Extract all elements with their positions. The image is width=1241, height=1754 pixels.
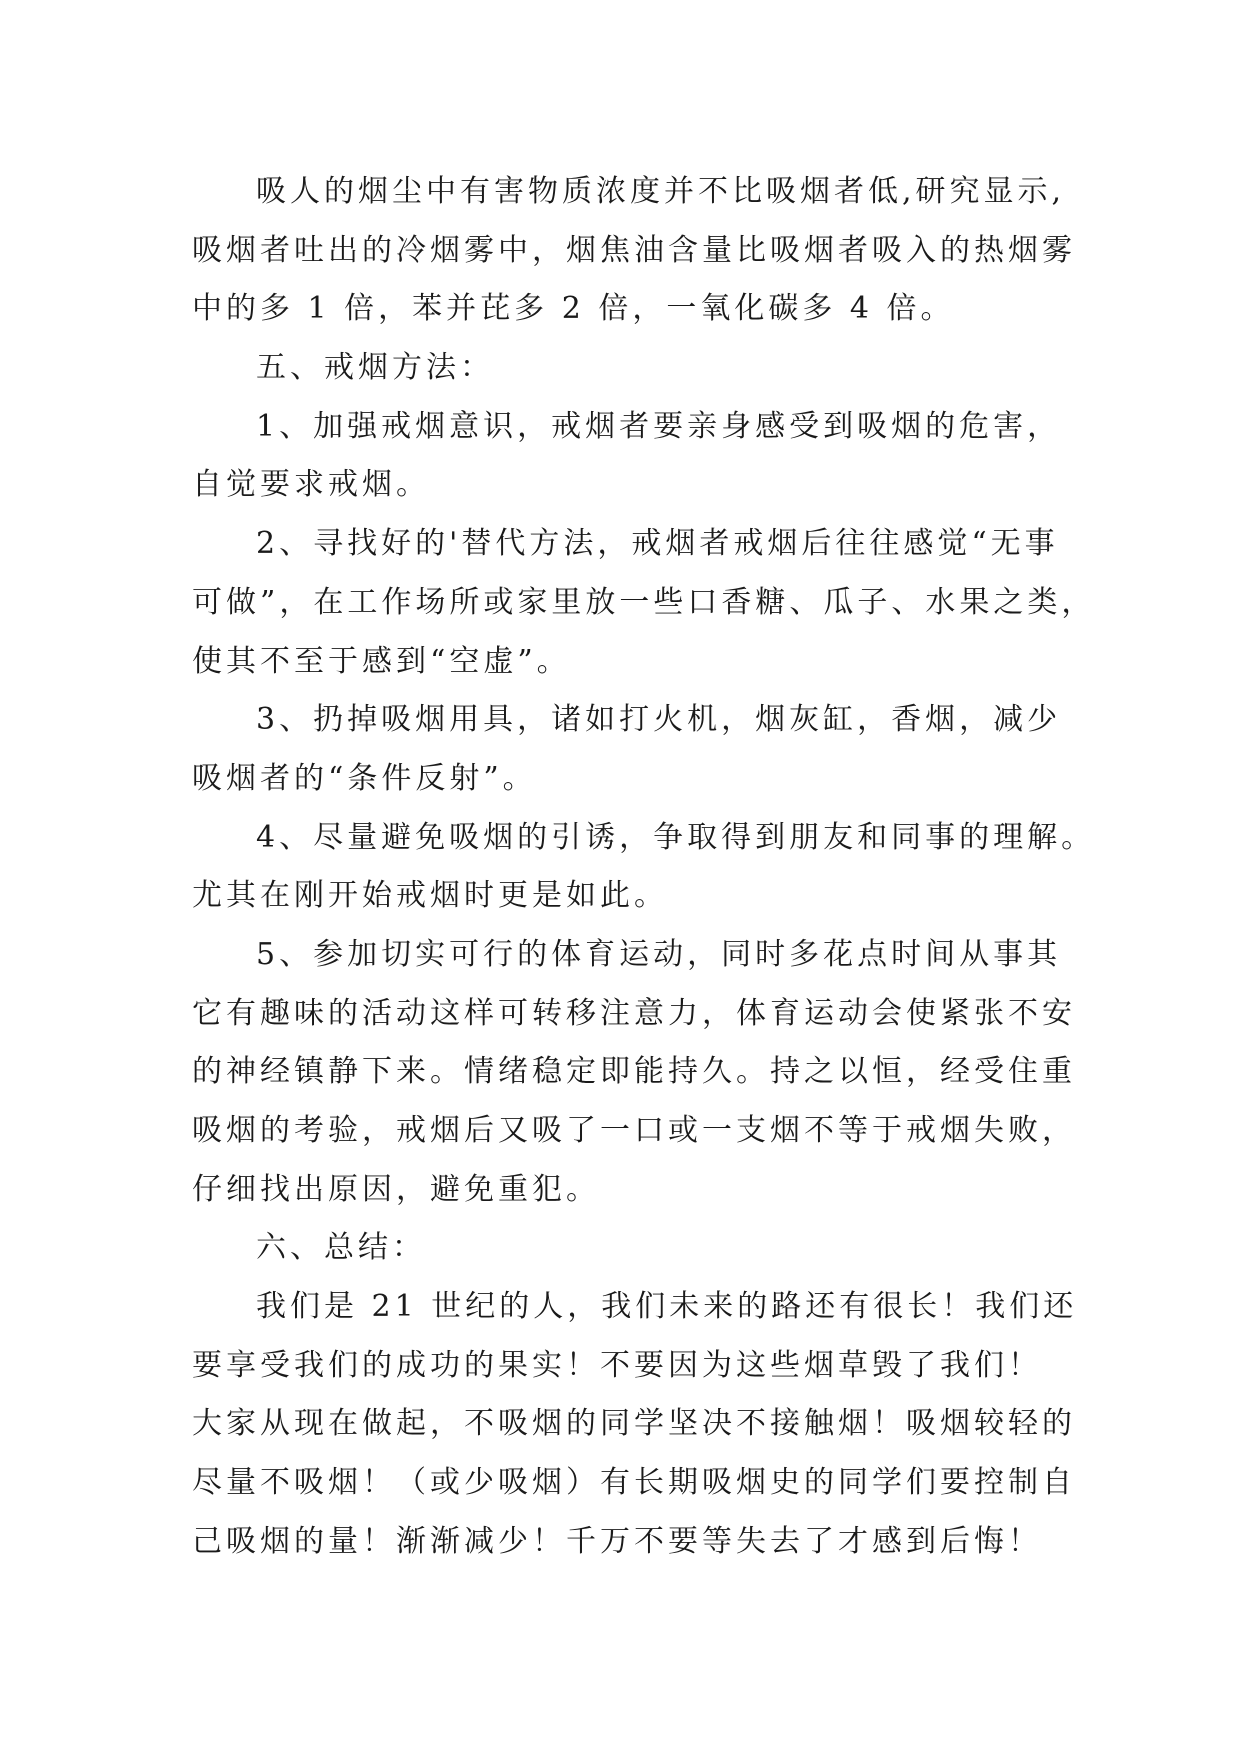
paragraph-line: 的神经镇静下来。情绪稳定即能持久。持之以恒，经受住重 [192, 1054, 1076, 1090]
paragraph-line: 使其不至于感到“空虚”。 [192, 643, 571, 679]
paragraph-line: 2、寻找好的'替代方法，戒烟者戒烟后往往感觉“无事 [256, 526, 1059, 562]
paragraph-line: 1、加强戒烟意识，戒烟者要亲身感受到吸烟的危害， [256, 408, 1062, 444]
paragraph-line: 仔细找出原因，避免重犯。 [192, 1171, 600, 1207]
document-body [192, 163, 1102, 1572]
paragraph-line: 尽量不吸烟！（或少吸烟）有长期吸烟史的同学们要控制自 [192, 1465, 1076, 1501]
paragraph-line: 吸烟者吐出的冷烟雾中，烟焦油含量比吸烟者吸入的热烟雾 [192, 232, 1076, 268]
paragraph-line: 吸烟者的“条件反射”。 [192, 760, 537, 796]
paragraph-line: 4、尽量避免吸烟的引诱，争取得到朋友和同事的理解。 [256, 819, 1096, 855]
paragraph-line: 可做”，在工作场所或家里放一些口香糖、瓜子、水果之类， [192, 584, 1096, 620]
paragraph-line: 大家从现在做起，不吸烟的同学坚决不接触烟！吸烟较轻的 [192, 1406, 1076, 1442]
paragraph-line: 我们是 21 世纪的人，我们未来的路还有很长！我们还 [256, 1289, 1078, 1325]
section-heading: 五、戒烟方法： [256, 350, 494, 386]
paragraph-line: 自觉要求戒烟。 [192, 467, 430, 503]
paragraph-line: 5、参加切实可行的体育运动，同时多花点时间从事其 [256, 936, 1062, 972]
paragraph-line: 要享受我们的成功的果实！不要因为这些烟草毁了我们！ [192, 1347, 1042, 1383]
paragraph-line: 吸烟的考验，戒烟后又吸了一口或一支烟不等于戒烟失败， [192, 1113, 1076, 1148]
section-heading: 六、总结： [256, 1230, 426, 1266]
paragraph-line: 己吸烟的量！渐渐减少！千万不要等失去了才感到后悔！ [192, 1523, 1042, 1559]
paragraph-line: 它有趣味的活动这样可转移注意力，体育运动会使紧张不安 [192, 995, 1076, 1031]
paragraph-line: 尤其在刚开始戒烟时更是如此。 [192, 878, 668, 914]
paragraph-line: 3、扔掉吸烟用具，诸如打火机，烟灰缸，香烟，减少 [256, 702, 1062, 738]
paragraph-line: 中的多 1 倍，苯并芘多 2 倍，一氧化碳多 4 倍。 [192, 291, 955, 327]
paragraph-line: 吸人的烟尘中有害物质浓度并不比吸烟者低,研究显示, [256, 174, 1066, 209]
